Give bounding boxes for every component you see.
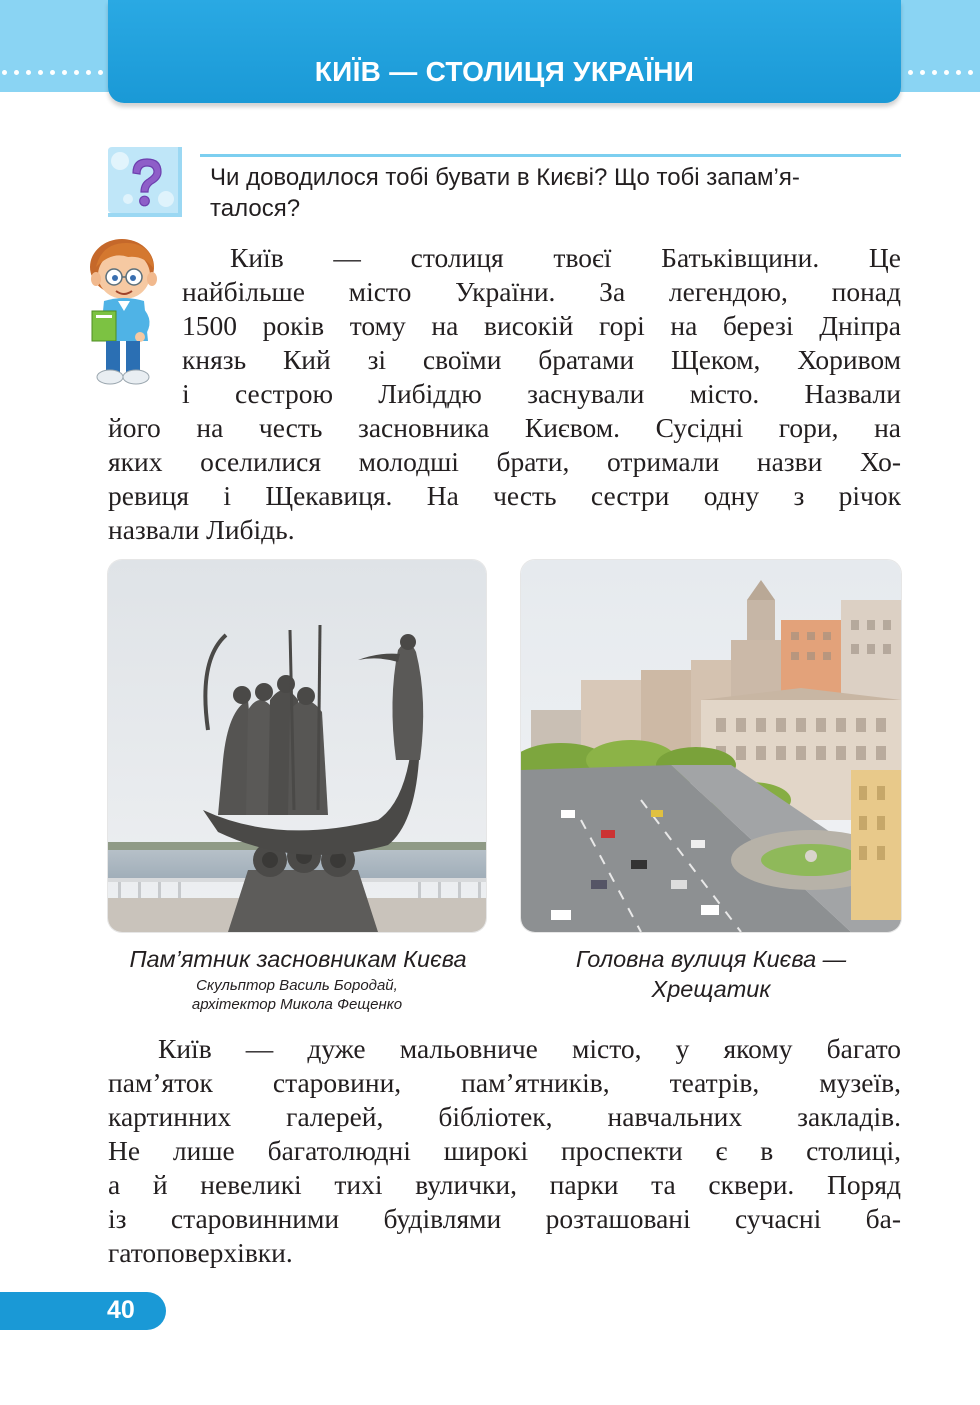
text-line: із старовинними будівлями розташовані сучасні ба- xyxy=(108,1203,901,1234)
question-text xyxy=(210,162,900,224)
text-line: найбільше місто України. За легендою, понад xyxy=(182,276,901,307)
decorative-dots-left xyxy=(2,70,103,76)
text-line: назвали Либідь. xyxy=(108,514,295,545)
text-line: ревиця і Щекавиця. На честь сестри одну з річок xyxy=(108,480,901,511)
khreshchatyk-photo xyxy=(521,560,901,932)
page-number-tab xyxy=(0,1292,166,1330)
text-line: пам’яток старовини, пам’ятників, театрів, музеїв, xyxy=(108,1067,901,1098)
paragraph-legend xyxy=(108,241,901,547)
monument-credit xyxy=(108,976,486,1014)
text-line: Не лише багатолюдні широкі проспекти є в столиці, xyxy=(108,1135,901,1166)
monument-photo xyxy=(108,560,486,932)
text-line: Київ — дуже мальовниче місто, у якому багато xyxy=(158,1033,901,1064)
text-line: картинних галерей, бібліотек, навчальних закладів. xyxy=(108,1101,901,1132)
question-mark-icon xyxy=(108,147,182,217)
paragraph-city xyxy=(108,1032,901,1270)
text-line: яких оселилися молодші брати, отримали назви Хо- xyxy=(108,446,901,477)
credit-line: архітектор Микола Фещенко xyxy=(191,996,403,1013)
caption-line: Хрещатик xyxy=(651,976,771,1002)
page-number: 40 xyxy=(107,1296,135,1324)
question-line: Чи доводилося тобі бувати в Києві? Що тобі запам’я- xyxy=(210,164,800,191)
text-line: 1500 років тому на високій горі на березі Дніпра xyxy=(182,310,901,341)
text-line: його на честь засновника Києвом. Сусідні гори, на xyxy=(108,412,901,443)
decorative-dots-right xyxy=(908,70,973,76)
text-line: а й невеликі тихі вулички, парки та сквери. Поряд xyxy=(108,1169,901,1200)
text-line: Київ — столиця твоєї Батьківщини. Це xyxy=(230,242,901,273)
monument-caption: Пам’ятник засновникам Києва xyxy=(129,946,467,972)
khreshchatyk-caption xyxy=(521,944,901,1004)
question-line: талося? xyxy=(210,195,301,222)
credit-line: Скульптор Василь Бородай, xyxy=(196,977,398,994)
text-line: князь Кий зі своїми братами Щеком, Хоривом xyxy=(182,344,901,375)
caption-line: Головна вулиця Києва — xyxy=(575,946,847,972)
page-title: КИЇВ — СТОЛИЦЯ УКРАЇНИ xyxy=(314,56,695,87)
title-bar xyxy=(108,0,901,103)
text-line: гатоповерхівки. xyxy=(108,1237,293,1268)
text-line: і сестрою Либіддю заснували місто. Назвали xyxy=(182,378,901,409)
question-underline xyxy=(200,154,901,157)
